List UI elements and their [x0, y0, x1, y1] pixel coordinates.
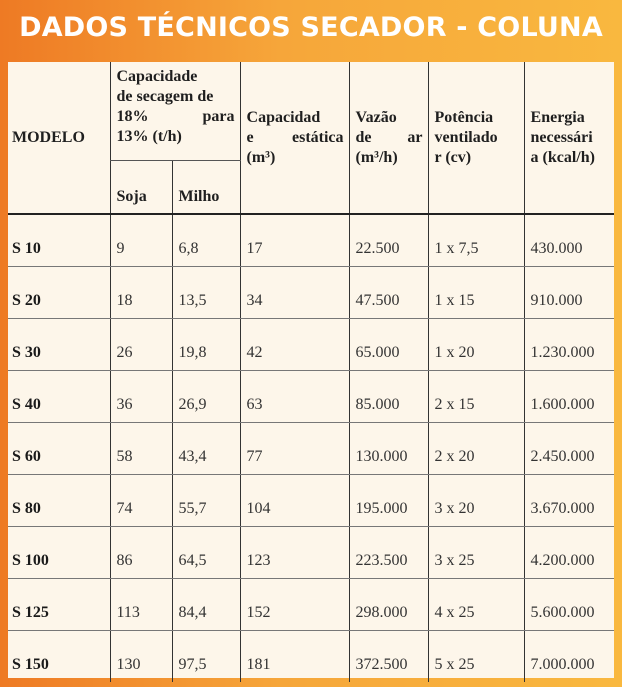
cell-potencia: 1 x 7,5	[428, 214, 524, 267]
header-capacidade-estatica: Capacidad e estática (m³)	[240, 62, 349, 214]
cell-energia: 1.230.000	[524, 319, 614, 371]
cell-estatica: 104	[240, 475, 349, 527]
table-row	[8, 423, 614, 475]
cell-vazao: 130.000	[349, 423, 428, 475]
cell-vazao: 47.500	[349, 267, 428, 319]
cell-estatica: 152	[240, 579, 349, 631]
cell-potencia: 1 x 15	[428, 267, 524, 319]
cell-milho: 84,4	[172, 579, 240, 631]
header-soja: Soja	[110, 161, 172, 215]
table-row	[8, 267, 614, 319]
cell-energia: 430.000	[524, 214, 614, 267]
cell-energia: 2.450.000	[524, 423, 614, 475]
cell-vazao: 22.500	[349, 214, 428, 267]
header-modelo: MODELO	[8, 62, 110, 214]
cell-potencia: 3 x 25	[428, 527, 524, 579]
cell-potencia: 2 x 20	[428, 423, 524, 475]
header-milho: Milho	[172, 161, 240, 215]
cell-potencia: 1 x 20	[428, 319, 524, 371]
cell-soja: 9	[110, 214, 172, 267]
table-row	[8, 631, 614, 683]
table-row	[8, 527, 614, 579]
cell-energia: 4.200.000	[524, 527, 614, 579]
cell-estatica: 63	[240, 371, 349, 423]
cell-vazao: 65.000	[349, 319, 428, 371]
cell-soja: 113	[110, 579, 172, 631]
cell-soja: 18	[110, 267, 172, 319]
cell-potencia: 2 x 15	[428, 371, 524, 423]
cell-estatica: 42	[240, 319, 349, 371]
cell-energia: 7.000.000	[524, 631, 614, 683]
header-vazao-ar: Vazão de ar (m³/h)	[349, 62, 428, 214]
cell-vazao: 372.500	[349, 631, 428, 683]
cell-vazao: 298.000	[349, 579, 428, 631]
specs-table	[8, 62, 614, 682]
table-row	[8, 319, 614, 371]
cell-soja: 26	[110, 319, 172, 371]
cell-milho: 97,5	[172, 631, 240, 683]
cell-energia: 3.670.000	[524, 475, 614, 527]
cell-estatica: 181	[240, 631, 349, 683]
cell-potencia: 4 x 25	[428, 579, 524, 631]
specs-panel	[8, 62, 614, 678]
cell-estatica: 123	[240, 527, 349, 579]
cell-vazao: 223.500	[349, 527, 428, 579]
cell-milho: 6,8	[172, 214, 240, 267]
cell-soja: 58	[110, 423, 172, 475]
cell-milho: 64,5	[172, 527, 240, 579]
cell-soja: 130	[110, 631, 172, 683]
table-row	[8, 371, 614, 423]
cell-vazao: 85.000	[349, 371, 428, 423]
cell-energia: 5.600.000	[524, 579, 614, 631]
cell-vazao: 195.000	[349, 475, 428, 527]
cell-milho: 19,8	[172, 319, 240, 371]
page-title: DADOS TÉCNICOS SECADOR - COLUNA	[19, 12, 603, 43]
cell-milho: 55,7	[172, 475, 240, 527]
table-row	[8, 579, 614, 631]
cell-modelo: S 125	[8, 579, 110, 631]
cell-milho: 43,4	[172, 423, 240, 475]
cell-energia: 910.000	[524, 267, 614, 319]
cell-modelo: S 150	[12, 656, 49, 673]
cell-estatica: 77	[240, 423, 349, 475]
cell-soja: 36	[110, 371, 172, 423]
header-capacidade-secagem: Capacidade de secagem de 18% para 13% (t/h)	[110, 62, 240, 161]
cell-soja: 86	[110, 527, 172, 579]
table-row	[8, 214, 614, 267]
cell-modelo: S 100	[8, 527, 110, 579]
cell-milho: 26,9	[172, 371, 240, 423]
header-energia: Energia necessári a (kcal/h)	[524, 62, 614, 214]
table-row	[8, 475, 614, 527]
cell-modelo: S 10	[8, 214, 110, 267]
cell-potencia: 3 x 20	[428, 475, 524, 527]
cell-modelo: S 40	[8, 371, 110, 423]
header-potencia: Potência ventilado r (cv)	[428, 62, 524, 214]
cell-potencia: 5 x 25	[428, 631, 524, 683]
cell-estatica: 34	[240, 267, 349, 319]
cell-soja: 74	[110, 475, 172, 527]
cell-milho: 13,5	[172, 267, 240, 319]
cell-energia: 1.600.000	[524, 371, 614, 423]
cell-modelo: S 20	[8, 267, 110, 319]
cell-estatica: 17	[240, 214, 349, 267]
cell-modelo: S 30	[8, 319, 110, 371]
cell-modelo: S 80	[8, 475, 110, 527]
cell-modelo: S 60	[8, 423, 110, 475]
